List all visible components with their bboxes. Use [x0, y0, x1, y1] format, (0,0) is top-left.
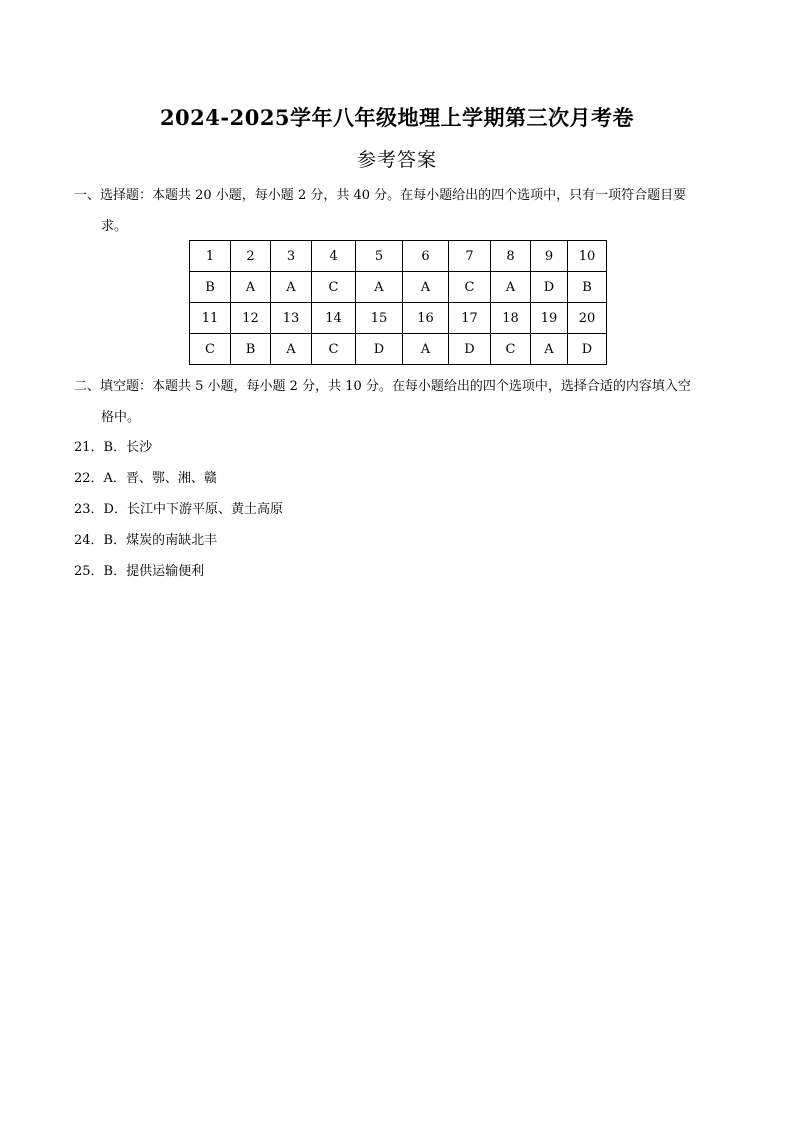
table-cell: 12: [231, 303, 271, 334]
table-cell: 3: [271, 241, 312, 272]
table-cell: B: [231, 334, 271, 365]
table-cell: C: [491, 334, 531, 365]
table-cell: 20: [568, 303, 607, 334]
section-fill-line-1: 二、填空题：本题共 5 小题，每小题 2 分，共 10 分。在每小题给出的四个选项中，选择合适的内容填入空: [74, 379, 691, 394]
table-cell: 16: [403, 303, 449, 334]
fill-answer-23: 23．D．长江中下游平原、黄土高原: [74, 502, 283, 517]
table-cell: 19: [531, 303, 568, 334]
table-cell: 17: [449, 303, 491, 334]
fill-answer-22: 22．A．晋、鄂、湘、赣: [74, 471, 217, 486]
table-cell: 6: [403, 241, 449, 272]
fill-answer-24: 24．B．煤炭的南缺北丰: [74, 533, 218, 548]
section-choice-line-1: 一、选择题：本题共 20 小题，每小题 2 分，共 40 分。在每小题给出的四个选项中，只有一项符合题目要: [74, 188, 687, 203]
table-cell: 8: [491, 241, 531, 272]
page-subtitle: 参考答案: [356, 149, 437, 171]
section-fill-line-2: 格中。: [101, 410, 141, 425]
table-cell: A: [491, 272, 531, 303]
table-cell: A: [403, 334, 449, 365]
table-cell: 2: [231, 241, 271, 272]
table-cell: 18: [491, 303, 531, 334]
table-cell: A: [531, 334, 568, 365]
fill-answer-21: 21．B．长沙: [74, 440, 153, 455]
section-fill-heading: [74, 371, 724, 433]
fill-answer-25: 25．B．提供运输便利: [74, 564, 205, 579]
table-cell: C: [449, 272, 491, 303]
table-cell: D: [568, 334, 607, 365]
table-cell: 15: [356, 303, 403, 334]
table-cell: D: [356, 334, 403, 365]
table-cell: A: [356, 272, 403, 303]
table-cell: 4: [312, 241, 356, 272]
table-cell: A: [231, 272, 271, 303]
table-cell: 1: [190, 241, 231, 272]
table-cell: D: [449, 334, 491, 365]
answer-table: [189, 240, 607, 365]
table-cell: D: [531, 272, 568, 303]
table-cell: 10: [568, 241, 607, 272]
table-cell: A: [271, 272, 312, 303]
table-cell: 9: [531, 241, 568, 272]
table-cell: 7: [449, 241, 491, 272]
table-cell: A: [271, 334, 312, 365]
table-cell: 13: [271, 303, 312, 334]
section-choice-heading: [74, 180, 724, 242]
table-row-numbers: [190, 241, 607, 272]
table-cell: C: [312, 272, 356, 303]
table-cell: B: [190, 272, 231, 303]
table-row-answers: [190, 334, 607, 365]
table-cell: B: [568, 272, 607, 303]
table-cell: A: [403, 272, 449, 303]
table-cell: 14: [312, 303, 356, 334]
table-cell: C: [312, 334, 356, 365]
table-cell: 5: [356, 241, 403, 272]
table-row-numbers: [190, 303, 607, 334]
table-row-answers: [190, 272, 607, 303]
table-cell: C: [190, 334, 231, 365]
table-cell: 11: [190, 303, 231, 334]
section-choice-line-2: 求。: [101, 219, 128, 234]
page-title: 2024-2025学年八年级地理上学期第三次月考卷: [159, 105, 635, 130]
